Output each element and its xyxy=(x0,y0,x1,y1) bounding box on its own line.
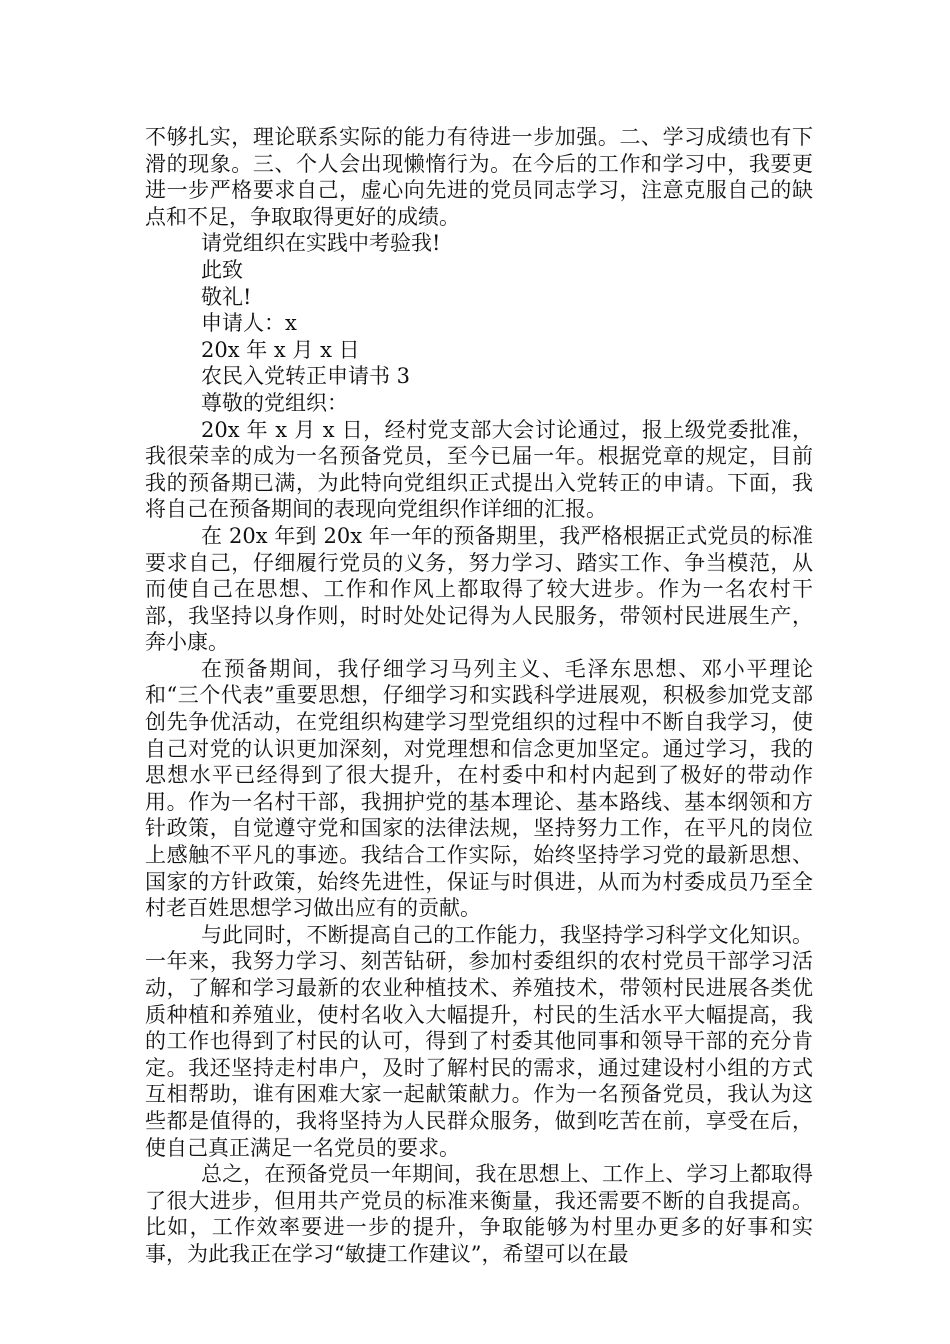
greeting: 尊敬的党组织： xyxy=(201,390,348,415)
body-paragraph: 在 20x 年到 20x 年一年的预备期里，我严格根据正式党员的标准要求自己，仔细履行党员的义务，努力学习、踏实工作、争当模范，从而使自己在思想、工作和作风上都取得了较大进步。作为一名农村干部，我坚持以身作则，时时处处记得为人民服务，带领村民进展生产，奔小康。 xyxy=(145,523,813,655)
intro-paragraph: 不够扎实，理论联系实际的能力有待进一步加强。二、学习成绩也有下滑的现象。三、个人会出现懒惰行为。在今后的工作和学习中，我要更进一步严格要求自己，虚心向先进的党员同志学习，注意克服自己的缺点和不足，争取取得更好的成绩。 xyxy=(145,125,813,229)
salutation-ci: 此致 xyxy=(201,257,243,282)
body-paragraph: 总之，在预备党员一年期间，我在思想上、工作上、学习上都取得了很大进步，但用共产党员的标准来衡量，我还需要不断的自我提高。比如，工作效率要进一步的提升，争取能够为村里办更多的好事和实事，为此我正在学习“敏捷工作建议”，希望可以在最 xyxy=(145,1162,813,1266)
document-page xyxy=(145,124,813,1268)
body-paragraph: 与此同时，不断提高自己的工作能力，我坚持学习科学文化知识。一年来，我努力学习、刻苦钻研，参加村委组织的农村党员干部学习活动，了解和学习最新的农业种植技术、养殖技术，带领村民进展各类优质种植和养殖业，使村名收入大幅提升，村民的生活水平大幅提高，我的工作也得到了村民的认可，得到了村委其他同事和领导干部的充分肯定。我还坚持走村串户，及时了解村民的需求，通过建设村小组的方式互相帮助，谁有困难大家一起献策献力。作为一名预备党员，我认为这些都是值得的，我将坚持为人民群众服务，做到吃苦在前，享受在后，使自己真正满足一名党员的要求。 xyxy=(145,922,813,1160)
applicant-line: 申请人：x xyxy=(201,311,297,336)
closing-request: 请党组织在实践中考验我! xyxy=(201,231,441,256)
body-paragraph: 20x 年 x 月 x 日，经村党支部大会讨论通过，报上级党委批准，我很荣幸的成为一名预备党员，至今已届一年。根据党章的规定，目前我的预备期已满，为此特向党组织正式提出入党转正的申请。下面，我将自己在预备期间的表现向党组织作详细的汇报。 xyxy=(145,417,813,522)
body-paragraph: 在预备期间，我仔细学习马列主义、毛泽东思想、邓小平理论和“三个代表”重要思想，仔细学习和实践科学进展观，积极参加党支部创先争优活动，在党组织构建学习型党组织的过程中不断自我学习，使自己对党的认识更加深刻，对党理想和信念更加坚定。通过学习，我的思想水平已经得到了很大提升，在村委中和村内起到了极好的带动作用。作为一名村干部，我拥护党的基本理论、基本路线、基本纲领和方针政策，自觉遵守党和国家的法律法规，坚持努力工作，在平凡的岗位上感触不平凡的事迹。我结合工作实际，始终坚持学习党的最新思想、国家的方针政策，始终先进性，保证与时俱进，从而为村委成员乃至全村老百姓思想学习做出应有的贡献。 xyxy=(145,656,813,921)
section-title: 农民入党转正申请书 3 xyxy=(201,364,411,389)
salutation-jingli: 敬礼! xyxy=(201,284,252,309)
date-line: 20x 年 x 月 x 日 xyxy=(201,337,360,362)
